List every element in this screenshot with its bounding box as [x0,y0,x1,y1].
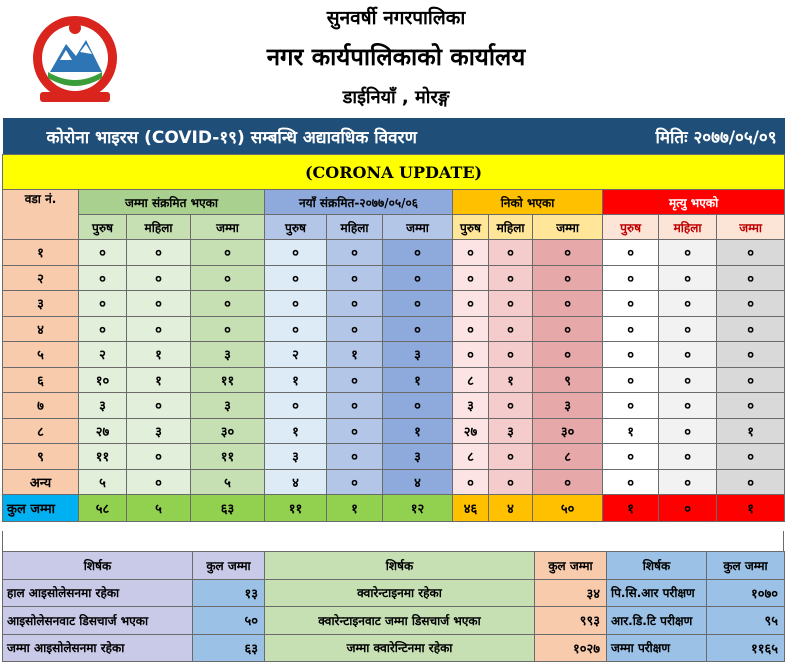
table-cell: ३ [489,418,533,444]
table-cell: ० [603,342,659,368]
table-cell: ० [489,469,533,495]
table-cell: ० [127,265,191,291]
summary-value: ११६५ [707,634,785,662]
report-title: कोरोना भाइरस (COVID-१९) सम्बन्धि अद्यावधिक विवरण [3,118,533,155]
table-cell: ० [127,291,191,317]
table-row [3,265,785,291]
table-cell: ३ [191,342,265,368]
table-cell: १ [383,418,453,444]
table-row [3,316,785,342]
ward-number: अन्य [3,469,79,495]
table-cell: ० [489,240,533,266]
ward-number: २ [3,265,79,291]
page-header [0,0,792,118]
table-cell: १ [265,367,327,393]
table-cell: ० [127,469,191,495]
table-cell: ० [489,342,533,368]
table-cell: ० [327,291,383,317]
subheader-male: पुरुष [79,215,127,240]
ward-number: ५ [3,342,79,368]
table-cell: ० [659,444,717,470]
table-cell: ३ [127,418,191,444]
table-cell: ० [453,469,489,495]
subheader-female: महिला [127,215,191,240]
table-row [3,367,785,393]
summary-total-heading: कुल जम्मा [193,552,265,580]
summary-label: क्वारेन्टाइनमा रहेका [265,579,535,607]
summary-value: १०२७ [535,634,607,662]
summary-total-heading: कुल जम्मा [707,552,785,580]
table-cell: ० [603,469,659,495]
table-cell: ० [489,444,533,470]
subheader-total: जम्मा [717,215,785,240]
table-cell: ३ [383,342,453,368]
total-cell: ४६ [453,495,489,522]
table-cell: ० [79,291,127,317]
table-cell: ० [489,393,533,419]
table-cell: ० [383,240,453,266]
table-cell: ० [489,316,533,342]
table-cell: ० [717,240,785,266]
table-cell: ० [127,393,191,419]
table-cell: ० [659,367,717,393]
table-cell: ८ [533,444,603,470]
table-cell: २ [265,342,327,368]
table-cell: ० [265,393,327,419]
table-cell: ० [79,316,127,342]
table-cell: ४ [265,469,327,495]
table-cell: ० [453,291,489,317]
table-cell: ० [659,342,717,368]
ward-number: १ [3,240,79,266]
ward-number: ६ [3,367,79,393]
table-row [3,393,785,419]
subheader-male: पुरुष [265,215,327,240]
table-cell: ० [79,240,127,266]
table-cell: ० [191,265,265,291]
report-date: मितिः २०७७/०५/०९ [533,118,785,155]
table-cell: १ [489,367,533,393]
table-cell: ० [453,316,489,342]
ward-number: ९ [3,444,79,470]
subheader-male: पुरुष [603,215,659,240]
table-cell: ११ [79,444,127,470]
table-cell: ३ [191,393,265,419]
summary-heading: शिर्षक [265,552,535,580]
table-cell: १ [383,367,453,393]
table-cell: ३० [533,418,603,444]
table-cell: ५ [191,469,265,495]
table-cell: ९ [533,367,603,393]
table-cell: ० [717,367,785,393]
table-cell: ० [659,469,717,495]
table-cell: ० [79,265,127,291]
summary-heading: शिर्षक [3,552,193,580]
summary-label: जम्मा क्वारेन्टिनमा रहेका [265,634,535,662]
summary-value: १०७० [707,579,785,607]
table-cell: ० [659,240,717,266]
summary-rows [3,579,785,662]
ward-number: ७ [3,393,79,419]
table-cell: ० [127,316,191,342]
table-cell: ० [659,418,717,444]
subheader-female: महिला [659,215,717,240]
table-cell: ० [327,265,383,291]
total-cell: १ [717,495,785,522]
table-cell: ३ [533,393,603,419]
ward-number: ३ [3,291,79,317]
table-cell: ० [533,265,603,291]
total-cell: ४ [489,495,533,522]
subheader-male: पुरुष [453,215,489,240]
table-cell: ० [717,469,785,495]
table-cell: ० [533,316,603,342]
summary-row [3,579,785,607]
total-row [3,495,785,522]
total-cell: ११ [265,495,327,522]
summary-value: ५० [193,607,265,635]
table-row [3,291,785,317]
subheader-total: जम्मा [383,215,453,240]
summary-table [2,551,785,662]
table-cell: १ [327,342,383,368]
table-cell: ० [327,418,383,444]
table-cell: ० [265,240,327,266]
table-cell: ० [603,444,659,470]
table-cell: ० [659,265,717,291]
summary-label: आइसोलेसनवाट डिसचार्ज भएका [3,607,193,635]
table-row [3,240,785,266]
table-cell: ० [533,342,603,368]
table-cell: १ [265,418,327,444]
summary-label: हाल आइसोलेसनमा रहेका [3,579,193,607]
summary-row [3,634,785,662]
table-cell: ० [659,316,717,342]
table-cell: ३० [191,418,265,444]
table-cell: ० [191,240,265,266]
table-cell: ० [383,291,453,317]
table-cell: २७ [79,418,127,444]
total-cell: १ [327,495,383,522]
total-cell: ५ [127,495,191,522]
table-cell: ३ [265,444,327,470]
municipality-name: सुनवर्षी नगरपालिका [326,7,466,29]
table-cell: ० [489,291,533,317]
table-cell: ० [191,316,265,342]
table-cell: १ [127,367,191,393]
table-cell: ४ [383,469,453,495]
table-cell: ० [127,240,191,266]
total-cell: ० [659,495,717,522]
table-cell: ० [327,469,383,495]
table-cell: ० [453,342,489,368]
summary-value: ९५ [707,607,785,635]
table-cell: ११ [191,444,265,470]
table-cell: १० [79,367,127,393]
table-cell: ० [603,265,659,291]
table-cell: ० [603,367,659,393]
table-cell: ० [127,444,191,470]
subheader-total: जम्मा [191,215,265,240]
table-cell: ० [533,469,603,495]
table-cell: १ [603,418,659,444]
table-cell: ० [603,240,659,266]
ward-number: ८ [3,418,79,444]
summary-value: ३४ [535,579,607,607]
table-cell: ० [603,393,659,419]
ward-number: ४ [3,316,79,342]
table-cell: ० [717,342,785,368]
table-cell: ० [717,393,785,419]
group-header-new-infected: नयाँ संक्रमित-२०७७/०५/०६ [265,190,453,215]
table-cell: १ [127,342,191,368]
table-cell: ३ [79,393,127,419]
table-cell: ० [603,291,659,317]
table-cell: ० [717,316,785,342]
table-row [3,469,785,495]
table-row [3,418,785,444]
total-cell: ६३ [191,495,265,522]
summary-value: १३ [193,579,265,607]
summary-label: पि.सि.आर परीक्षण [607,579,707,607]
table-cell: ० [453,240,489,266]
table-cell: ० [327,316,383,342]
table-cell: ० [265,316,327,342]
table-cell: २ [79,342,127,368]
summary-value: ९९३ [535,607,607,635]
table-cell: ० [327,367,383,393]
table-cell: ० [533,291,603,317]
total-cell: १२ [383,495,453,522]
ward-rows [3,240,785,495]
summary-heading: शिर्षक [607,552,707,580]
table-cell: ० [717,444,785,470]
summary-label: आर.डि.टि परीक्षण [607,607,707,635]
summary-label: जम्मा आइसोलेसनमा रहेका [3,634,193,662]
office-title: नगर कार्यपालिकाको कार्यालय [266,43,526,71]
summary-value: ६३ [193,634,265,662]
table-cell: ३ [453,393,489,419]
table-spacer [2,531,784,551]
table-cell: ५ [79,469,127,495]
summary-total-heading: कुल जम्मा [535,552,607,580]
total-cell: १ [603,495,659,522]
table-cell: ० [327,444,383,470]
total-cell: ५० [533,495,603,522]
table-cell: ० [265,291,327,317]
group-header-recovered: निको भएका [453,190,603,215]
covid-ward-table [2,118,785,522]
table-cell: ० [453,265,489,291]
table-cell: ० [489,265,533,291]
summary-label: क्वारेन्टाइनवाट जम्मा डिसचार्ज भएका [265,607,535,635]
table-cell: ११ [191,367,265,393]
table-cell: १ [717,418,785,444]
total-cell: ५८ [79,495,127,522]
total-label: कुल जम्मा [3,495,79,522]
group-header-total-infected: जम्मा संक्रमित भएका [79,190,265,215]
table-cell: ० [327,393,383,419]
table-cell: ० [383,393,453,419]
table-cell: ० [603,316,659,342]
subheader-female: महिला [489,215,533,240]
table-cell: ० [533,240,603,266]
table-cell: ० [383,265,453,291]
group-header-deaths: मृत्यु भएको [603,190,785,215]
place-name: डाईनियाँ , मोरङ्ग [342,87,450,108]
table-cell: ० [191,291,265,317]
table-cell: ८ [453,444,489,470]
table-cell: ० [717,291,785,317]
summary-label: जम्मा परीक्षण [607,634,707,662]
table-cell: ० [717,265,785,291]
summary-row [3,607,785,635]
subheader-total: जम्मा [533,215,603,240]
table-row [3,444,785,470]
table-cell: ० [265,265,327,291]
table-cell: ८ [453,367,489,393]
table-cell: ० [659,291,717,317]
table-cell: ० [327,240,383,266]
table-cell: ० [383,316,453,342]
subheader-female: महिला [327,215,383,240]
ward-header: वडा नं. [3,190,79,240]
table-row [3,342,785,368]
table-cell: ३ [383,444,453,470]
table-cell: ० [659,393,717,419]
table-cell: २७ [453,418,489,444]
corona-update-banner: (CORONA UPDATE) [3,155,785,190]
